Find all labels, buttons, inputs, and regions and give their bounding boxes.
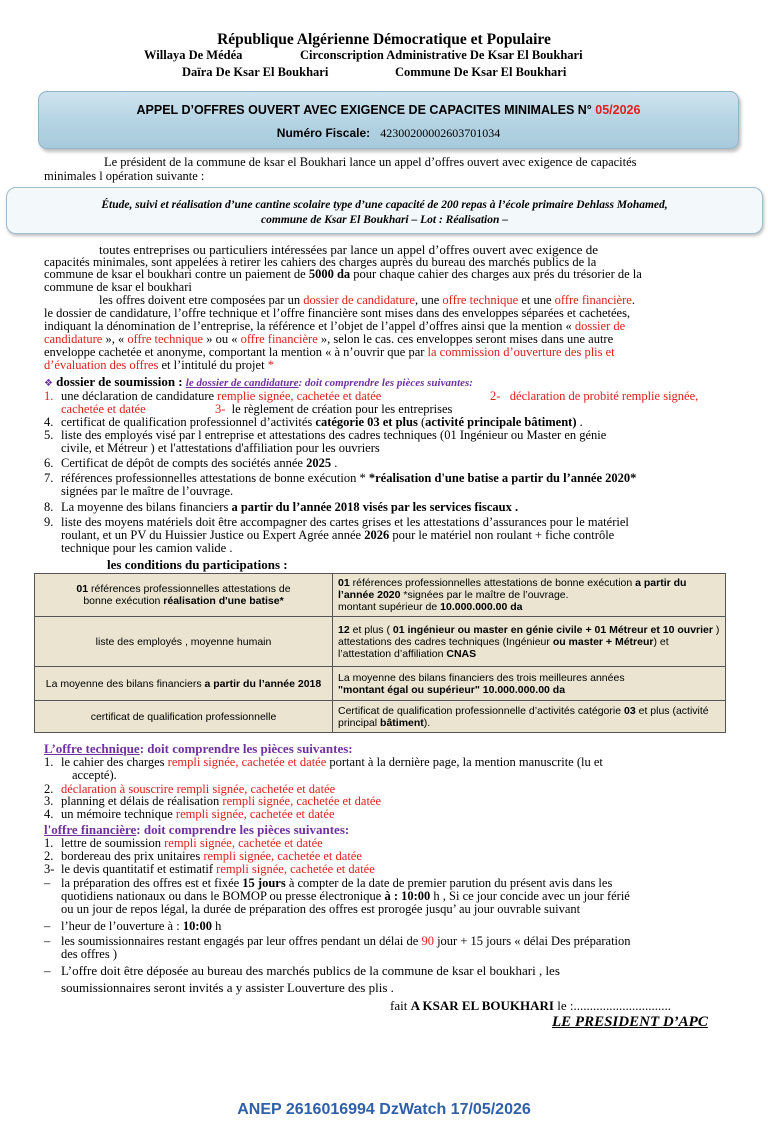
conditions-title: les conditions du participations :	[107, 557, 288, 572]
t-red: 90	[421, 934, 434, 948]
t: 4.	[44, 415, 54, 429]
t: 01	[76, 583, 91, 595]
t: liste des employés , moyenne humain	[95, 635, 272, 648]
operation-line-2: commune de Ksar El Boukhari – Lot : Réalisation –	[261, 214, 508, 226]
fee-amount: 5000 da	[308, 267, 351, 281]
t: ) et l’attestation d’affiliation	[338, 635, 669, 660]
table-cell	[35, 617, 333, 667]
t: "montant égal ou supérieur" 10.000.000.00 da	[338, 683, 566, 696]
t: roulant, et un PV du Huissier Justice ou Expert Agrée année	[61, 528, 365, 542]
t-red: offre technique	[127, 332, 204, 346]
para1-text-end: pour chaque cahier des charges aux prés du trésorier de la	[350, 267, 642, 281]
t: références professionnelles attestations de	[90, 583, 291, 595]
t: le cahier des charges	[61, 755, 168, 769]
t: 3-	[44, 862, 55, 876]
fiscal-value: 42300200002603701034	[380, 126, 501, 140]
technique-title	[44, 742, 353, 755]
t: –	[44, 919, 51, 933]
t: 5.	[44, 428, 54, 442]
t: et plus (	[349, 623, 393, 636]
table-cell	[333, 667, 726, 701]
t: liste des employés visé par l entreprise et attestations des cadres techniques (01 Ingénieur ou Master en génie	[61, 428, 607, 442]
t: 9.	[44, 515, 54, 529]
t: enveloppe cachetée et anonyme, comportant la mention « à n’ouvrir que par	[44, 345, 428, 359]
t: une déclaration de candidature	[61, 389, 218, 403]
t: .	[576, 415, 583, 429]
t: : doit comprendre les pièces suivantes:	[136, 822, 350, 837]
t: 2.	[44, 782, 54, 796]
note-3b: des offres )	[61, 947, 117, 961]
t-red: rempli signée, cachetée et datée	[203, 849, 362, 863]
t: quotidiens nationaux ou dans le BOMOP ou presse électronique	[61, 889, 385, 903]
diamond-bullet-icon: ❖	[44, 378, 53, 389]
t: 3.	[44, 794, 54, 808]
t: liste des moyens matériels doit être accompagner des cartes grises et les attestations d’assurances pour le matériel	[61, 515, 629, 529]
t: l’heur de l’ouverture à :	[61, 919, 183, 933]
dossier-item-9	[44, 515, 629, 529]
t: (	[417, 415, 426, 429]
t-red: dossier de candidature	[303, 293, 415, 307]
tender-banner	[38, 91, 739, 149]
t: –	[44, 876, 51, 890]
note-3	[44, 934, 631, 948]
t: 01 ingénieur ou master en génie civile + 01 Métreur et 10 ouvrier	[392, 623, 713, 636]
t-red: rempli signée, cachetée et datée	[216, 862, 375, 876]
t: le règlement de création pour les entreprises	[231, 402, 453, 416]
t: bonne exécution	[83, 595, 164, 607]
t: 1.	[44, 389, 54, 403]
t-red: rempli signée, cachetée et datée	[164, 836, 323, 850]
t: 7.	[44, 471, 54, 485]
t: pour le matériel non roulant + fiche contrôle	[389, 528, 615, 542]
technique-item-1	[44, 755, 603, 769]
t: 4.	[44, 807, 54, 821]
table-cell	[35, 574, 333, 617]
t-red: d’évaluation des offres	[44, 358, 159, 372]
table-cell	[333, 617, 726, 667]
table-cell	[333, 574, 726, 617]
t: ) attestations des cadres techniques (Ingénieur	[338, 623, 720, 648]
t: l'offre financière	[44, 822, 137, 837]
para2-line-2: le dossier de candidature, l’offre technique et l’offre financière sont mises dans des enveloppes séparées et cachetées,	[44, 306, 631, 320]
t-red: offre financière	[554, 293, 632, 307]
intro-line-2: minimales l opération suivante :	[44, 169, 205, 183]
t: le devis quantitatif et estimatif	[61, 862, 217, 876]
t: La moyenne des bilans financiers	[61, 500, 232, 514]
note-4	[44, 963, 560, 979]
wilaya-label: Willaya De Médéa	[144, 48, 243, 62]
t-red: offre technique	[442, 293, 519, 307]
t: L’offre doit être déposée au bureau des marchés publics de la commune de ksar el boukhari , les	[61, 963, 560, 978]
t: bordereau des prix unitaires	[61, 849, 204, 863]
table-cell	[35, 667, 333, 701]
t: 1.	[44, 836, 54, 850]
t: 12	[338, 623, 350, 636]
t: 2026	[364, 528, 390, 542]
t: La moyenne des bilans financiers	[45, 677, 205, 690]
t: 6.	[44, 456, 54, 470]
t: 10:00	[182, 919, 212, 933]
t: ).	[423, 716, 431, 729]
t: jour + 15 jours « délai Des préparation	[433, 934, 631, 948]
dossier-item-7	[44, 471, 637, 485]
t-red: déclaration à souscrire rempli signée, cachetée et datée	[61, 782, 336, 796]
conditions-table	[34, 573, 726, 733]
t-red: candidature	[44, 332, 103, 346]
t: montant supérieur de	[338, 601, 441, 613]
para1-line-1: toutes entreprises ou particuliers intéressées par lance un appel d’offres ouvert avec exigence de	[99, 242, 598, 257]
dossier-item-2	[490, 390, 698, 403]
tender-title-text: APPEL D’OFFRES OUVERT AVEC EXIGENCE DE CAPACITES MINIMALES N°	[136, 103, 592, 117]
circonscription-label: Circonscription Administrative De Ksar El Boukhari	[300, 48, 583, 62]
t: catégorie 03 et plus	[315, 415, 418, 429]
t: 8.	[44, 500, 54, 514]
t: et une	[518, 293, 555, 307]
t: , une	[414, 293, 443, 307]
t: 2.	[44, 849, 54, 863]
dossier-item-1	[44, 389, 382, 403]
t-red: rempli signée, cachetée et datée	[222, 794, 382, 808]
t: un mémoire technique	[61, 807, 176, 821]
note-4b: soumissionnaires seront invités a y assister Louverture des plis .	[61, 980, 394, 995]
dossier-title	[44, 375, 473, 390]
t: et plus (activité principal	[338, 704, 709, 729]
fiscal-number	[39, 127, 738, 140]
anep-reference: ANEP 2616016994 DzWatch 17/05/2026	[237, 1101, 531, 1118]
t: 03	[624, 704, 636, 717]
t: réalisation d'une batise*	[163, 595, 284, 607]
t: : doit comprendre les pièces suivantes:	[298, 377, 473, 389]
t-red: remplie signée, cachetée et datée	[217, 389, 382, 403]
t: 1.	[44, 755, 54, 769]
t: certificat de qualification professionnel d’activités	[61, 415, 316, 429]
t: A KSAR EL BOUKHARI	[410, 998, 554, 1013]
technique-item-4	[44, 807, 335, 821]
t: h	[212, 919, 222, 933]
intro-line-1: Le président de la commune de ksar el Boukhari lance un appel d’offres ouvert avec exigence de capacités	[104, 155, 637, 169]
t: références professionnelles attestations de bonne exécution	[349, 577, 636, 589]
tender-title	[39, 104, 738, 117]
t: Certificat de dépôt de compts des sociétés année	[61, 456, 307, 470]
tender-number: 05/2026	[595, 103, 641, 117]
t-red: dossier de	[574, 319, 626, 333]
dossier-heading: dossier de soumission :	[56, 374, 183, 389]
para1-line-2: capacités minimales, sont appelées à retirer les cahiers des charges auprès du bureau des marchés publics de la	[44, 255, 597, 269]
t: », selon le cas. ces enveloppes seront mises dans une autre	[317, 332, 614, 346]
signature-place	[390, 998, 671, 1014]
t: à compter de la date de premier parution du présent avis dans les	[285, 876, 613, 890]
t: .	[631, 293, 635, 307]
table-row	[35, 667, 726, 701]
t: a partir du l’année 2018	[204, 677, 322, 690]
t: » ou «	[203, 332, 241, 346]
table-row	[35, 574, 726, 617]
t: bâtiment	[380, 716, 424, 729]
dossier-subtitle	[186, 377, 473, 389]
t: les offres doivent etre composées par un	[99, 293, 304, 307]
t: indiquant la dénomination de l’entreprise, la référence et l’objet de l’appel d’offres ainsi que la mention «	[44, 319, 575, 333]
table-row	[35, 617, 726, 667]
note-1	[44, 876, 613, 890]
t: activité principale bâtiment)	[425, 415, 577, 429]
t: fait	[390, 998, 411, 1013]
t: –	[44, 934, 51, 948]
t: 15 jours	[242, 876, 286, 890]
t: 01	[338, 577, 350, 589]
t-red: 2-	[490, 389, 501, 403]
dossier-item-9c: technique pour les camion valide .	[61, 541, 233, 555]
dossier-item-6	[44, 456, 338, 470]
t: La moyenne des bilans financiers des trois meilleures années	[338, 671, 625, 684]
para1-text: commune de ksar el boukhari contre un paiement de	[44, 267, 309, 281]
commune-label: Commune De Ksar El Boukhari	[395, 65, 567, 79]
t: Certificat de qualification professionnelle d’activités catégorie	[338, 704, 624, 717]
t: et l’intitulé du projet	[158, 358, 268, 372]
t-red: rempli signée, cachetée et datée	[175, 807, 335, 821]
t: références professionnelles attestations de bonne exécution *	[61, 471, 369, 485]
t-red: déclaration de probité remplie signée,	[509, 389, 699, 403]
para2-line-6	[44, 359, 274, 372]
t: *signées par le maître de l’ouvrage.	[400, 589, 569, 601]
t-red: cachetée et datée	[61, 402, 146, 416]
table-cell	[333, 701, 726, 733]
t-red: 3-	[215, 402, 226, 416]
t: lettre de soumission	[61, 836, 165, 850]
t: ..............................	[573, 998, 671, 1013]
t: L’offre technique	[44, 741, 140, 756]
t: à : 10:00	[384, 889, 431, 903]
table-cell	[35, 701, 333, 733]
daira-label: Daïra De Ksar El Boukhari	[182, 65, 329, 79]
dossier-item-8	[44, 500, 519, 514]
operation-line-1: Étude, suivi et réalisation d’une cantine scolaire type d’une capacité de 200 repas à l’école primaire Dehlass Mohamed,	[101, 199, 668, 211]
t-red: offre financière	[240, 332, 318, 346]
t: la préparation des offres est et fixée	[61, 876, 243, 890]
republic-title: République Algérienne Démocratique et Populaire	[217, 31, 551, 48]
t: planning et délais de réalisation	[61, 794, 223, 808]
t: ou master + Métreur	[552, 635, 654, 648]
t: : doit comprendre les pièces suivantes:	[139, 741, 353, 756]
t: –	[44, 963, 51, 978]
president-signature: LE PRESIDENT D’APC	[552, 1014, 708, 1030]
t: les soumissionnaires restant engagés par leur offres pendant un délai de	[61, 934, 422, 948]
t: certificat de qualification professionnelle	[90, 710, 277, 723]
t: 2025	[306, 456, 332, 470]
t: *réalisation d'une batise a partir du l’année 2020*	[368, 471, 637, 485]
financiere-item-3	[44, 862, 375, 876]
t: .	[331, 456, 338, 470]
dossier-item-5b: civile, et Métreur ) et l'attestations d'affiliation pour les ouvriers	[61, 441, 380, 455]
t: h , Si ce jour concide avec un jour férié	[430, 889, 630, 903]
technique-item-1b: accepté).	[72, 768, 117, 782]
t-red: rempli signée, cachetée et datée	[167, 755, 327, 769]
table-row	[35, 701, 726, 733]
t: 10.000.000.00 da	[440, 601, 523, 613]
operation-box	[6, 187, 763, 234]
dossier-item-5	[44, 428, 607, 442]
note-1c: ou un jour de repos légal, la durée de préparation des offres est prorogée jusqu’ au jour ouvrable suivant	[61, 902, 581, 916]
t-red: la commission d’ouverture des plis et	[427, 345, 615, 359]
t: le dossier de candidature	[185, 377, 299, 389]
financiere-title	[44, 823, 349, 836]
note-2	[44, 919, 222, 933]
t: CNAS	[446, 647, 477, 660]
t-red: *	[267, 358, 274, 372]
t: a partir du l’année 2018 visés par les services fiscaux .	[231, 500, 519, 514]
t: le :	[553, 998, 574, 1013]
para1-line-4: commune de ksar el boukhari	[44, 280, 192, 294]
t: a partir du l’année 2020	[338, 577, 687, 601]
fiscal-label: Numéro Fiscale:	[276, 126, 371, 140]
t: », «	[102, 332, 128, 346]
t: portant à la dernière page, la mention manuscrite (lu et	[326, 755, 603, 769]
dossier-item-7b: signées par le maître de l’ouvrage.	[61, 484, 234, 498]
